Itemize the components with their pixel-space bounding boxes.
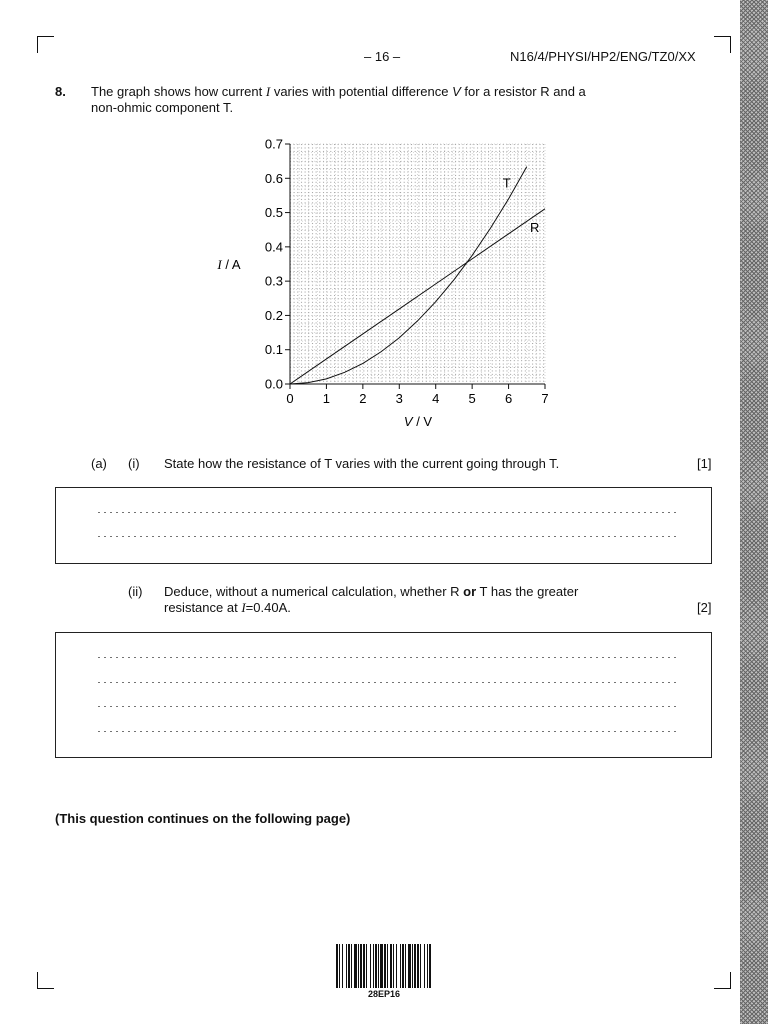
barcode-bar: [424, 944, 425, 988]
barcode-bar: [378, 944, 379, 988]
answer-line[interactable]: [96, 536, 676, 537]
y-tick-label: 0.3: [264, 273, 283, 289]
barcode-bar: [417, 944, 419, 988]
barcode-bar: [405, 944, 406, 988]
intro-text-a: The graph shows how current: [91, 84, 266, 99]
y-tick-label: 0.7: [264, 136, 283, 152]
y-tick-label: 0.1: [264, 342, 283, 358]
barcode-bar: [387, 944, 388, 988]
barcode-bar: [342, 944, 343, 988]
barcode-bar: [420, 944, 421, 988]
part-a-ii-line1: [164, 584, 578, 599]
crop-mark-bottom-left: [37, 972, 54, 989]
intro-var-I: I: [265, 84, 271, 99]
answer-line[interactable]: [96, 706, 676, 707]
barcode-bar: [429, 944, 431, 988]
x-ticks: [286, 384, 548, 406]
page-number: – 16 –: [364, 49, 401, 64]
y-tick-label: 0.0: [264, 376, 283, 392]
barcode-bar: [396, 944, 397, 988]
x-axis-label: V / V: [403, 414, 433, 429]
barcode-code: 28EP16: [367, 989, 401, 999]
intro-text-b: varies with potential difference: [270, 84, 453, 99]
y-tick-label: 0.2: [264, 307, 283, 323]
barcode-bar: [427, 944, 428, 988]
paper-code: N16/4/PHYSI/HP2/ENG/TZ0/XX: [510, 49, 696, 64]
barcode-bar: [384, 944, 386, 988]
x-tick-label: 0: [286, 391, 294, 406]
barcode-bar: [366, 944, 367, 988]
y-tick-label: 0.4: [264, 239, 283, 255]
y-axis-label: I / A: [217, 257, 241, 272]
intro-text-c: for a resistor R and a: [460, 84, 586, 99]
barcode-bar: [380, 944, 383, 988]
part-a-label: (a): [91, 456, 107, 471]
barcode-bar: [408, 944, 411, 988]
part-a-i-marks: [1]: [697, 456, 712, 471]
answer-line[interactable]: [96, 682, 676, 683]
part-a-ii-marks: [2]: [697, 600, 712, 615]
x-tick-label: 2: [359, 391, 367, 406]
part-a-i-text: State how the resistance of T varies with the current going through T.: [164, 456, 560, 471]
x-tick-label: 5: [468, 391, 476, 406]
answer-line[interactable]: [96, 657, 676, 658]
intro-var-V: V: [452, 84, 461, 99]
barcode-bar: [346, 944, 347, 988]
barcode-bar: [414, 944, 416, 988]
y-ticks: [265, 137, 290, 392]
answer-box-a-i[interactable]: [55, 487, 712, 564]
ii-text-a: Deduce, without a numerical calculation, whether R: [164, 584, 464, 599]
barcode-bar: [339, 944, 340, 988]
barcode-bar: [360, 944, 362, 988]
barcode-bar: [390, 944, 392, 988]
barcode-bar: [363, 944, 365, 988]
x-tick-label: 4: [432, 391, 440, 406]
barcode-bar: [402, 944, 404, 988]
barcode-bar: [375, 944, 377, 988]
barcode-bar: [412, 944, 413, 988]
ii-text-c: resistance at: [164, 600, 242, 615]
barcode-bar: [351, 944, 352, 988]
barcode: [336, 944, 432, 988]
barcode-bar: [393, 944, 394, 988]
x-tick-label: 7: [541, 391, 549, 406]
barcode-bar: [348, 944, 350, 988]
x-tick-label: 6: [504, 391, 513, 406]
barcode-bar: [373, 944, 374, 988]
part-a-ii-line2: [164, 600, 291, 616]
barcode-bar: [336, 944, 338, 988]
ii-text-d: =0.40A.: [245, 600, 291, 615]
x-tick-label: 1: [322, 391, 331, 406]
answer-line[interactable]: [96, 512, 676, 513]
y-tick-label: 0.6: [264, 170, 283, 186]
crop-mark-bottom-right: [714, 972, 731, 989]
continues-note: (This question continues on the following page): [55, 811, 351, 826]
question-intro-line2: non-ohmic component T.: [91, 100, 234, 115]
answer-line[interactable]: [96, 731, 676, 732]
question-number: 8.: [55, 84, 66, 99]
barcode-bar: [354, 944, 357, 988]
x-tick-label: 3: [395, 391, 403, 406]
barcode-bar: [358, 944, 359, 988]
iv-graph: [0, 0, 768, 440]
ii-text-b: T has the greater: [476, 584, 579, 599]
series-label-T: T: [502, 175, 511, 191]
ii-var-I: I: [241, 600, 246, 615]
answer-box-a-ii[interactable]: [55, 632, 712, 758]
ii-text-or: or: [463, 584, 477, 599]
part-a-i-label: (i): [128, 456, 140, 471]
y-tick-label: 0.5: [264, 205, 283, 221]
barcode-bar: [370, 944, 371, 988]
series-label-R: R: [530, 219, 540, 235]
barcode-bar: [400, 944, 401, 988]
part-a-ii-label: (ii): [128, 584, 143, 599]
